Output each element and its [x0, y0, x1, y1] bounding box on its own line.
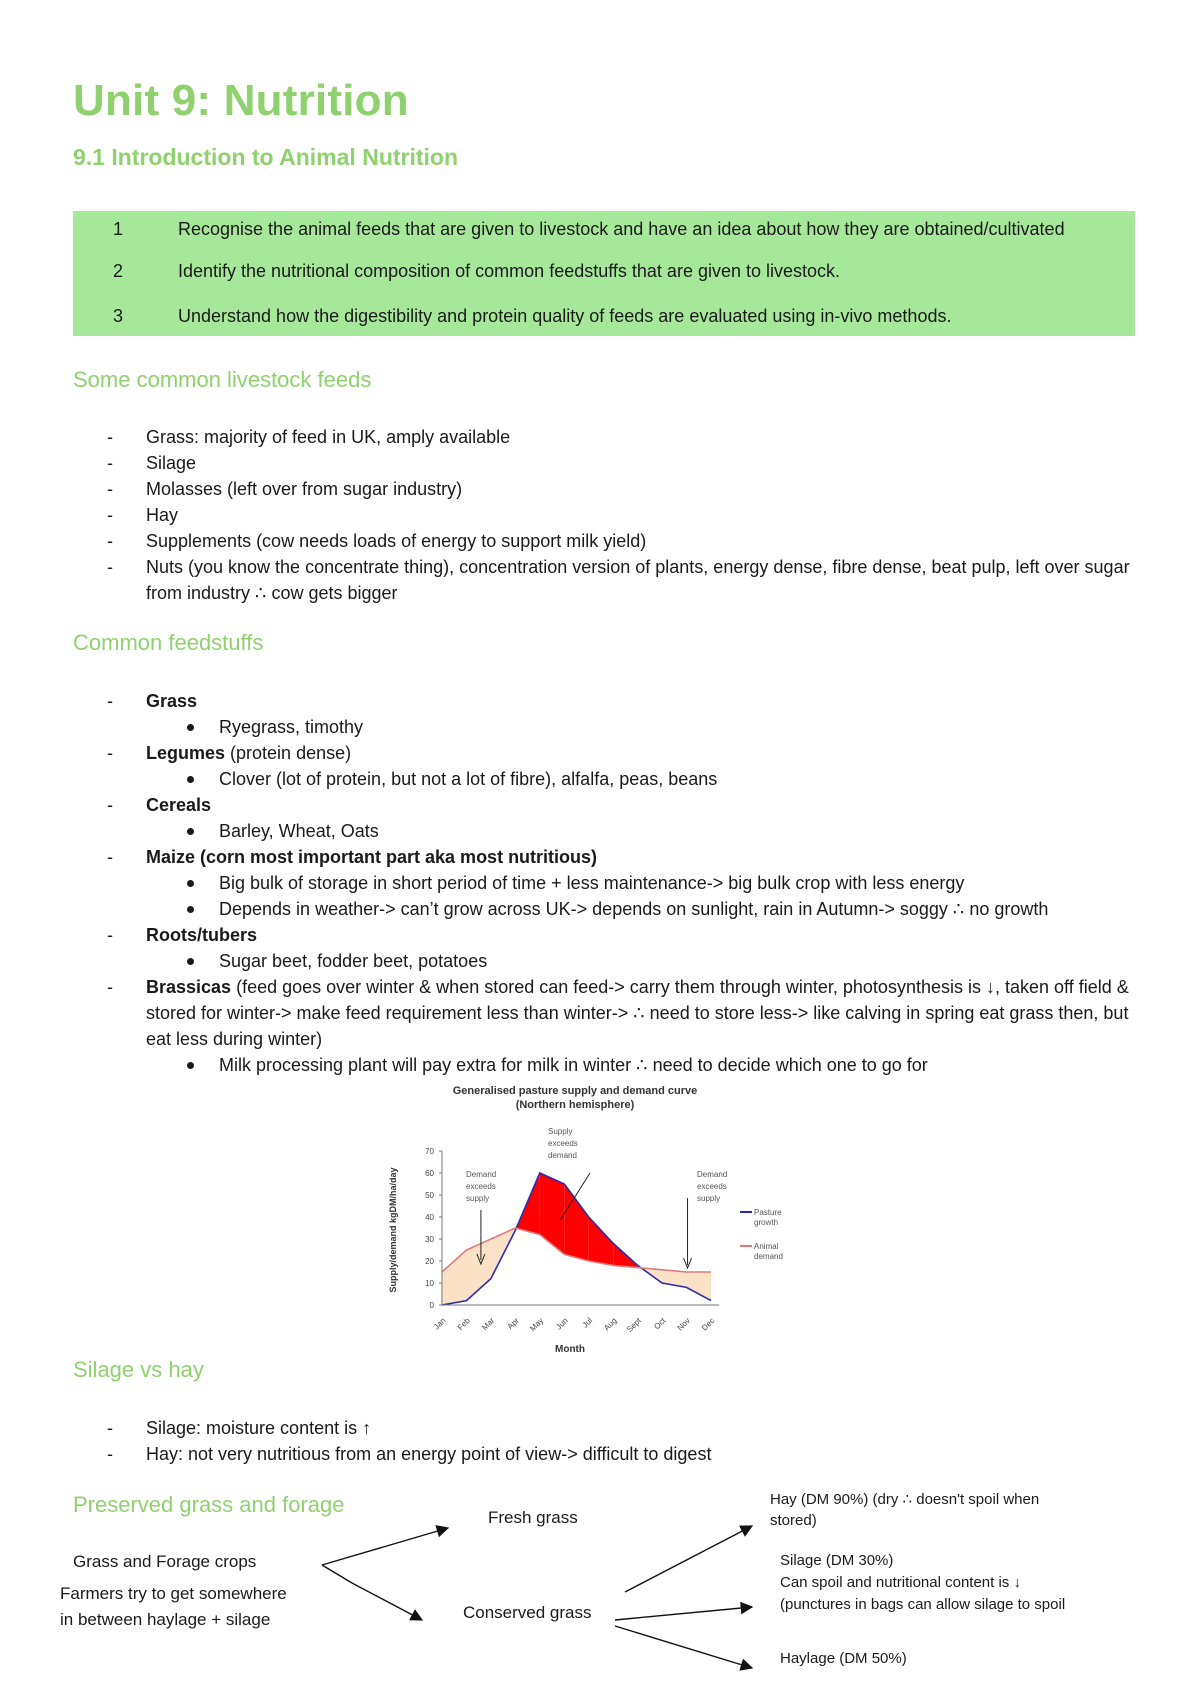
chart-x-tick-label: Jul [580, 1316, 595, 1330]
flow-note-1: Farmers try to get somewhere [60, 1584, 287, 1603]
page-title: Unit 9: Nutrition [73, 76, 409, 125]
chart-annotation: supply [697, 1194, 721, 1203]
flow-silage-2: Can spoil and nutritional content is ↓ [780, 1574, 1021, 1591]
chart-legend-label: Animal [754, 1242, 779, 1251]
chart-annotation: demand [548, 1151, 577, 1160]
chart-annotation: Supply [548, 1127, 573, 1136]
chart-y-tick-label: 10 [425, 1279, 434, 1288]
chart-annotation: exceeds [548, 1139, 578, 1148]
sub-item: Big bulk of storage in short period of time + less maintenance-> big bulk crop with less energy [73, 870, 1143, 896]
sub-item: Sugar beet, fodder beet, potatoes [73, 948, 1143, 974]
list-item: - Silage [107, 453, 197, 473]
arrow-branch [322, 1565, 352, 1583]
list-item: - Maize (corn most important part aka most nutritious) Big bulk of storage in short period of time + less maintenance-> big bulk crop with less energy Depends in weather-> can’t grow across UK-> depends on sunlight, rain in Autumn-> soggy ∴ no growth [73, 844, 1143, 922]
section-title: 9.1 Introduction to Animal Nutrition [73, 144, 459, 170]
flow-hay-2: stored) [770, 1512, 817, 1529]
objective-number: 1 [113, 219, 124, 239]
list-item: - Roots/tubers Sugar beet, fodder beet, potatoes [73, 922, 1143, 974]
chart-x-tick-label: Jan [431, 1316, 448, 1332]
flow-hay-1: Hay (DM 90%) (dry ∴ doesn't spoil when [770, 1491, 1040, 1508]
chart-y-tick-label: 60 [425, 1169, 434, 1178]
chart-x-tick-label: Mar [480, 1316, 497, 1333]
flow-silage-3: (punctures in bags can allow silage to spoil [780, 1596, 1066, 1613]
chart-annotation: exceeds [466, 1182, 496, 1191]
list-item: - Supplements (cow needs loads of energy to support milk yield) [107, 531, 647, 551]
chart-legend-label: growth [754, 1218, 779, 1227]
arrow-to-fresh [322, 1528, 448, 1565]
arrow-to-silage [615, 1607, 752, 1620]
chart-y-tick-label: 70 [425, 1147, 434, 1156]
chart-annotation: supply [466, 1194, 490, 1203]
list-item: - Brassicas (feed goes over winter & when stored can feed-> carry them through winter, photosynthesis is ↓, taken off field & stored for winter-> make feed requirement less than winter-> ∴ need to store less-> like calving in spring eat grass then, but eat less during winter) Milk processing plant will pay extra for milk in winter ∴ need to decide which one to go for [73, 974, 1143, 1078]
sub-item: Ryegrass, timothy [73, 714, 1143, 740]
chart-x-tick-label: Sept [625, 1316, 644, 1335]
chart-annotation: exceeds [697, 1182, 727, 1191]
sub-item: Depends in weather-> can’t grow across UK-> depends on sunlight, rain in Autumn-> soggy ∴ no growth [73, 896, 1143, 922]
sub-item: Clover (lot of protein, but not a lot of fibre), alfalfa, peas, beans [73, 766, 1143, 792]
arrow-to-conserved [352, 1583, 422, 1620]
chart-y-tick-label: 0 [429, 1301, 434, 1310]
sub-item: Milk processing plant will pay extra for milk in winter ∴ need to decide which one to go for [73, 1052, 1143, 1078]
list-item: - Hay: not very nutritious from an energy point of view-> difficult to digest [107, 1444, 712, 1464]
chart-annotation: Demand [697, 1170, 728, 1179]
chart-y-tick-label: 20 [425, 1257, 434, 1266]
chart-title: Generalised pasture supply and demand curve [452, 1085, 698, 1097]
flow-source: Grass and Forage crops [73, 1552, 257, 1571]
chart-y-tick-label: 50 [425, 1191, 434, 1200]
heading-preserved: Preserved grass and forage [73, 1492, 345, 1517]
flow-silage-1: Silage (DM 30%) [780, 1552, 894, 1569]
heading-feedstuffs: Common feedstuffs [73, 630, 264, 655]
flow-note-2: in between haylage + silage [60, 1610, 271, 1629]
chart-subtitle: (Northern hemisphere) [515, 1099, 635, 1111]
objective-number: 3 [113, 306, 124, 326]
chart-x-tick-label: May [528, 1316, 546, 1334]
chart-legend-label: demand [754, 1252, 783, 1261]
chart-ylabel: Supply/demand kgDM/ha/day [388, 1167, 398, 1293]
chart-x-tick-label: Feb [455, 1316, 472, 1333]
flow-haylage: Haylage (DM 50%) [780, 1650, 907, 1667]
heading-livestock-feeds: Some common livestock feeds [73, 367, 372, 392]
list-item: - Nuts (you know the concentrate thing), concentration version of plants, energy dense, fibre dense, beat pulp, left over sugar from industry ∴ cow gets bigger [107, 557, 1130, 603]
chart-x-tick-label: Nov [675, 1316, 692, 1333]
flow-fresh: Fresh grass [488, 1508, 578, 1527]
objective-text: Recognise the animal feeds that are given to livestock and have an idea about how they are obtained/cultivated [178, 219, 1065, 239]
list-item: - Cereals Barley, Wheat, Oats [73, 792, 1143, 844]
list-item: - Grass Ryegrass, timothy [73, 688, 1143, 740]
chart-legend-label: Pasture [754, 1208, 782, 1217]
objective-text: Identify the nutritional composition of common feedstuffs that are given to livestock. [178, 261, 841, 281]
list-item: - Grass: majority of feed in UK, amply available [107, 427, 511, 447]
chart-y-tick-label: 40 [425, 1213, 434, 1222]
chart-xlabel: Month [555, 1344, 585, 1355]
chart-y-tick-label: 30 [425, 1235, 434, 1244]
chart-x-tick-label: Apr [505, 1316, 521, 1332]
arrow-to-hay [625, 1526, 752, 1592]
chart-x-tick-label: Oct [652, 1316, 668, 1332]
objective-number: 2 [113, 261, 124, 281]
list-item: - Molasses (left over from sugar industry) [107, 479, 463, 499]
list-item: - Legumes (protein dense) Clover (lot of protein, but not a lot of fibre), alfalfa, peas, beans [73, 740, 1143, 792]
heading-silage-hay: Silage vs hay [73, 1357, 204, 1382]
chart-x-tick-label: Aug [602, 1316, 619, 1333]
chart-x-tick-label: Jun [554, 1316, 570, 1332]
chart-annotation: Demand [466, 1170, 497, 1179]
chart-x-tick-label: Dec [699, 1316, 717, 1333]
list-item: - Silage: moisture content is ↑ [107, 1418, 372, 1438]
flow-conserved: Conserved grass [463, 1603, 592, 1622]
arrow-to-haylage [615, 1626, 752, 1668]
sub-item: Barley, Wheat, Oats [73, 818, 1143, 844]
list-item: - Hay [107, 505, 179, 525]
objective-text: Understand how the digestibility and protein quality of feeds are evaluated using in-vivo methods. [178, 306, 952, 326]
